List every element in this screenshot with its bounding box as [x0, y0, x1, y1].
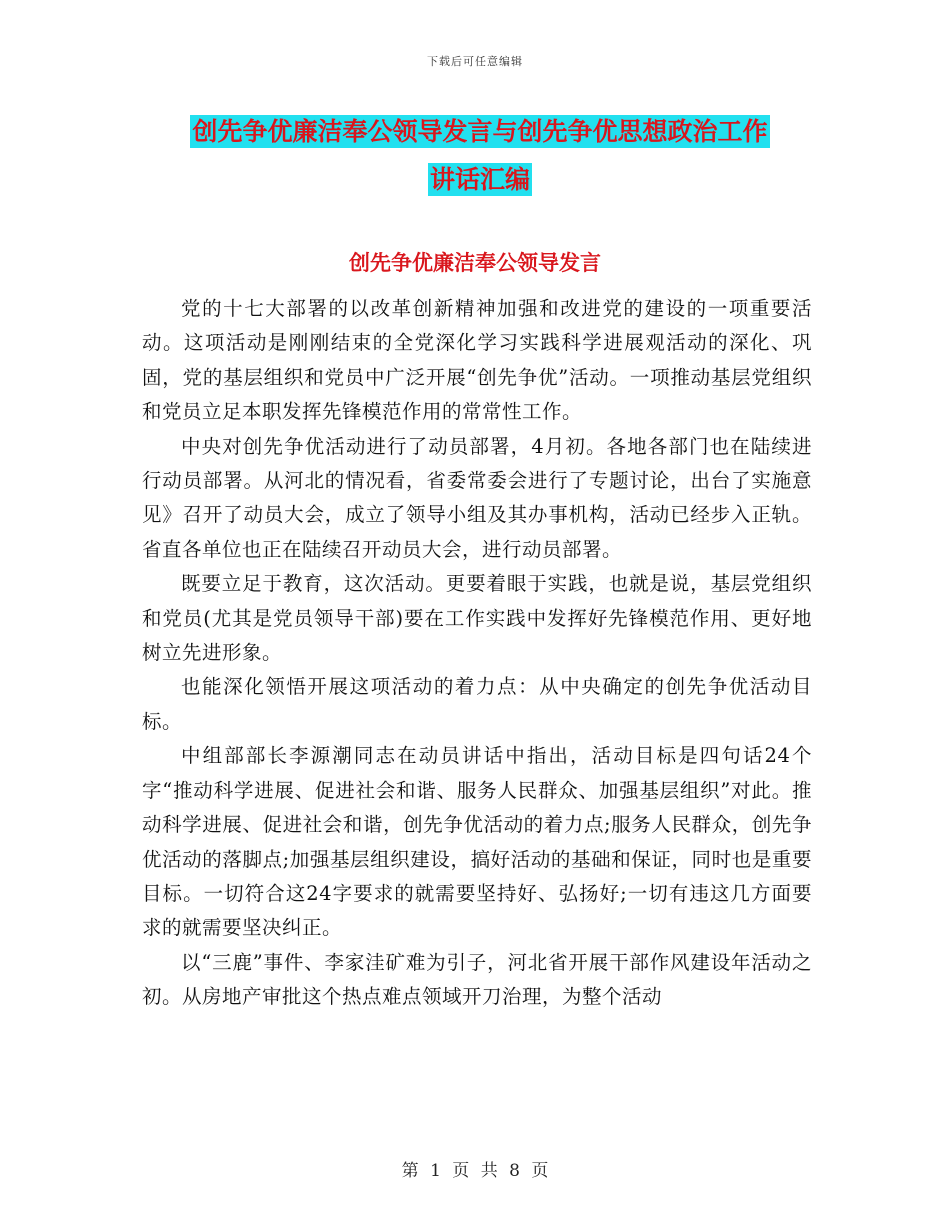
paragraph: 中央对创先争优活动进行了动员部署，4月初。各地各部门也在陆续进行动员部署。从河北的情况看，省委常委会进行了专题讨论，出台了实施意见》召开了动员大会，成立了领导小组及其办事机构，活动已经步入正轨。省直各单位也正在陆续召开动员大会，进行动员部署。: [142, 434, 812, 561]
page-header-note: 下载后可任意编辑: [427, 55, 523, 68]
document-title: [150, 108, 810, 204]
document-body: [142, 292, 812, 1015]
page-footer-number: 第 1 页 共 8 页: [401, 1161, 549, 1181]
paragraph: 也能深化领悟开展这项活动的着力点：从中央确定的创先争优活动目标。: [142, 675, 812, 733]
paragraph: 党的十七大部署的以改革创新精神加强和改进党的建设的一项重要活动。这项活动是刚刚结束的全党深化学习实践科学进展观活动的深化、巩固，党的基层组织和党员中广泛开展“创先争优”活动。一项推动基层党组织和党员立足本职发挥先锋模范作用的常常性工作。: [142, 297, 812, 424]
paragraph: 以“三鹿”事件、李家洼矿难为引子，河北省开展干部作风建设年活动之初。从房地产审批这个热点难点领域开刀治理，为整个活动: [142, 950, 812, 1009]
document-title-line-2: 讲话汇编: [429, 165, 530, 194]
paragraph: 中组部部长李源潮同志在动员讲话中指出，活动目标是四句话24个字“推动科学进展、促进社会和谐、服务人民群众、加强基层组织”对此。推动科学进展、促进社会和谐，创先争优活动的着力点;服务人民群众，创先争优活动的落脚点;加强基层组织建设，搞好活动的基础和保证，同时也是重要目标。一切符合这24字要求的就需要坚持好、弘扬好;一切有违这几方面要求的就需要坚决纠正。: [142, 744, 812, 940]
paragraph: 既要立足于教育，这次活动。更要着眼于实践，也就是说，基层党组织和党员(尤其是党员领导干部)要在工作实践中发挥好先锋模范作用、更好地树立先进形象。: [142, 572, 812, 665]
section-title: 创先争优廉洁奉公领导发言: [349, 250, 601, 275]
document-title-line-1: 创先争优廉洁奉公领导发言与创先争优思想政治工作: [192, 117, 768, 146]
